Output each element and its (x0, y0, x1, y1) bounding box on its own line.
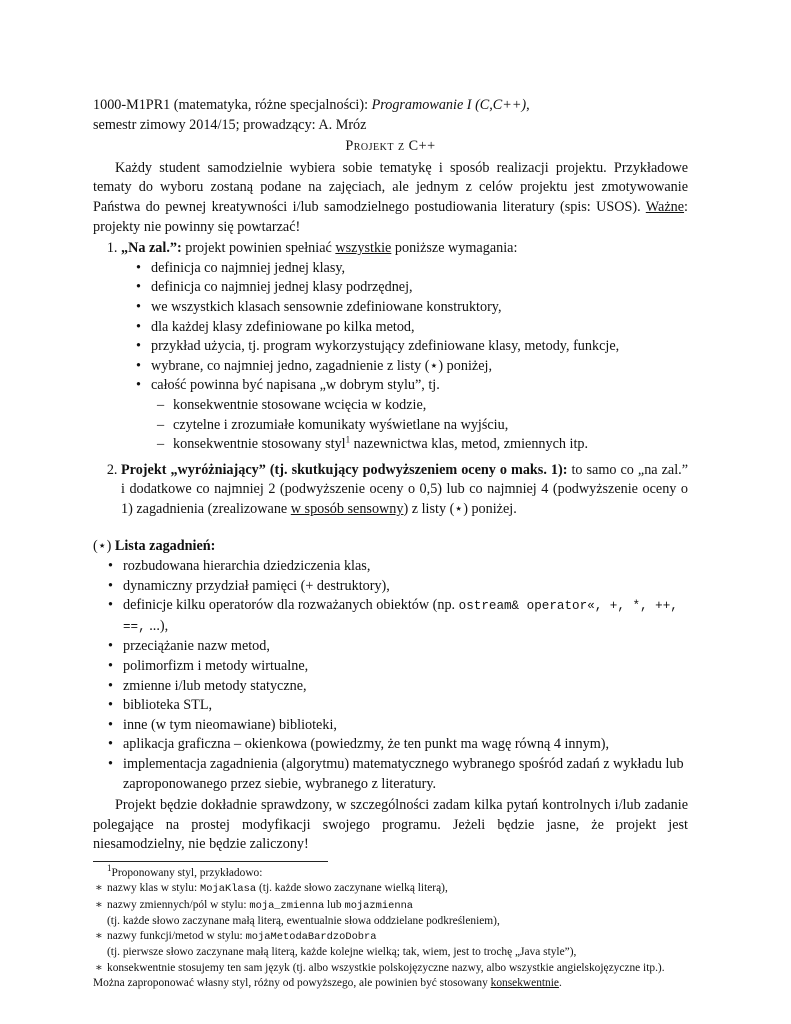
list-item: • rozbudowana hierarchia dziedziczenia klas, (123, 557, 688, 577)
list-item: • polimorfizm i metody wirtualne, (123, 657, 688, 677)
operators-code: ostream& operator«, +, *, ++, ==, (123, 599, 678, 634)
pass-requirements-bullets (121, 259, 688, 455)
course-name: Programowanie I (C,C++) (371, 97, 527, 113)
list-item: • inne (w tym nieomawiane) biblioteki, (123, 716, 688, 736)
style-subitems (151, 396, 688, 455)
document-page (93, 96, 688, 991)
list-item: • całość powinna być napisana „w dobrym stylu”, tj. – konsekwentnie stosowane wcięcia w kodzie, – czytelne i zrozumiałe komunikaty wyświetlane na wyjściu, – konsekwentnie stosowany styl$^1$ nazewnictwa klas, metod, zmiennych itp. (151, 376, 688, 454)
list-item: • aplikacja graficzna – okienkowa (powiedzmy, że ten punkt ma wagę równą 4 innym), (123, 735, 688, 755)
list-item: • definicja co najmniej jednej klasy podrzędnej, (151, 278, 688, 298)
requirements-list (93, 239, 688, 519)
list-item: • dynamiczny przydział pamięci (+ destruktory), (123, 577, 688, 597)
course-header-line2: semestr zimowy 2014/15; prowadzący: A. Mróz (93, 116, 367, 133)
course-header-line1: 1000-M1PR1 (matematyka, różne specjalności): Programowanie I (C,C++), (93, 97, 530, 113)
list-item: • przykład użycia, tj. program wykorzystujący zdefiniowane klasy, metody, funkcje, (151, 337, 688, 357)
list-item: • przeciążanie nazw metod, (123, 637, 688, 657)
list-item: • zmienne i/lub metody statyczne, (123, 677, 688, 697)
footnote-list (93, 881, 688, 976)
topics-list (93, 557, 688, 794)
document-title: Projekt z C++ (345, 138, 436, 155)
list-item: – czytelne i zrozumiałe komunikaty wyświetlane na wyjściu, (173, 416, 688, 436)
list-item: • dla każdej klasy zdefiniowane po kilka metod, (151, 318, 688, 338)
intro-paragraph: Każdy student samodzielnie wybiera sobie tematykę i sposób realizacji projektu. Przykładowe tematy do wyboru zostaną podane na zajęciach, ale jednym z celów projektu jest zmotywowanie Państwa do pewnej kreatywności i/lub samodzielnego postudiowania literatury (spis: USOS). Ważne: projekty nie powinny się powtarzać! (93, 159, 688, 235)
list-item: – konsekwentnie stosowane wcięcia w kodzie, (173, 396, 688, 416)
list-item: • definicje kilku operatorów dla rozważanych obiektów (np. ostream& operator«, +, *, ++, ==, ...), (123, 596, 688, 637)
list-item: ∗ konsekwentnie stosujemy ten sam język (tj. albo wszystkie polskojęzyczne nazwy, albo wszystkie angielskojęzyczne itp.). (107, 961, 688, 976)
list-item: ∗ nazwy klas w stylu: MojaKlasa (tj. każde słowo zaczynane wielką literą), (107, 881, 688, 897)
topics-heading: (⋆) Lista zagadnień: (93, 538, 216, 555)
list-item: • we wszystkich klasach sensownie zdefiniowane konstruktory, (151, 298, 688, 318)
important-label: Ważne (645, 198, 685, 215)
list-item: • biblioteka STL, (123, 696, 688, 716)
list-item: ∗ nazwy zmiennych/pól w stylu: moja_zmienna lub mojazmienna (tj. każde słowo zaczynane małą literą, ewentualnie słowa oddzielane podkreśleniem), (107, 898, 688, 930)
list-item: ∗ nazwy funkcji/metod w stylu: mojaMetodaBardzoDobra (tj. pierwsze słowo zaczynane małą literą, każde kolejne wielką; tak, wiem, jest to trochę „Java style”), (107, 929, 688, 961)
list-item: • wybrane, co najmniej jedno, zagadnienie z listy (⋆) poniżej, (151, 357, 688, 377)
list-item: • implementacja zagadnienia (algorytmu) matematycznego wybranego spośród zadań z wykładu lub zaproponowanego przez siebie, wybranego z literatury. (123, 755, 688, 794)
footnote-divider (93, 861, 328, 862)
list-item: • definicja co najmniej jednej klasy, (151, 259, 688, 279)
footnote-ref: 1 (345, 434, 351, 445)
requirement-distinction: 2. Projekt „wyróżniający” (tj. skutkujący podwyższeniem oceny o maks. 1): to samo co „na zal.” i dodatkowe co najmniej 2 (podwyższenie oceny o 0,5) lub co najmniej 4 (podwyższenie oceny o 1) zagadnienia (zrealizowane w sposób sensowny) z listy (⋆) poniżej. (121, 461, 688, 520)
requirement-pass: 1. „Na zal.”: projekt powinien spełniać wszystkie poniższe wymagania: • definicja co najmniej jednej klasy, • definicja co najmniej jednej klasy podrzędnej, • we wszystkich klasach sensownie zdefiniowane konstruktory, • dla każdej klasy zdefiniowane po kilka metod, • przykład użycia, tj. program wykorzystujący zdefiniowane klasy, metody, funkcje, • wybrane, co najmniej jedno, zagadnienie z listy (⋆) poniżej, • całość powinna być napisana „w dobrym stylu”, tj. – konsekwentnie stosowane wcięcia w kodzie, – czytelne i zrozumiałe komunikaty wyświetlane na wyjściu, – konsekwentnie stosowany styl$^1$ nazewnictwa klas, metod, zmiennych itp. (121, 239, 688, 455)
closing-paragraph: Projekt będzie dokładnie sprawdzony, w szczególności zadam kilka pytań kontrolnych i/lub zadanie polegające na prostej modyfikacji swojego programu. Jeżeli będzie jasne, że projekt jest niesamodzielny, nie będzie zaliczony! (93, 797, 688, 853)
footnote-final: Można zaproponować własny styl, różny od powyższego, ale powinien być stosowany konsekwentnie. (93, 977, 562, 990)
footnote: $^1$Proponowany styl, przykładowo: ∗ nazwy klas w stylu: MojaKlasa (tj. każde słowo zaczynane wielką literą), ∗ nazwy zmiennych/pól w stylu: moja_zmienna lub mojazmienna (tj. każde słowo zaczynane małą literą, ewentualnie słowa oddzielane podkreśleniem), ∗ nazwy funkcji/metod w stylu: mojaMetodaBardzoDobra (tj. pierwsze słowo zaczynane małą literą, każde kolejne wielką; tak, wiem, jest to trochę „Java style”), ∗ konsekwentnie stosujemy ten sam język (tj. albo wszystkie polskojęzyczne nazwy, albo wszystkie angielskojęzyczne itp.). Można zaproponować własny styl, różny od powyższego, ale powinien być stosowany konsekwentnie. (93, 866, 688, 991)
list-item: – konsekwentnie stosowany styl$^1$ nazewnictwa klas, metod, zmiennych itp. (173, 435, 688, 455)
